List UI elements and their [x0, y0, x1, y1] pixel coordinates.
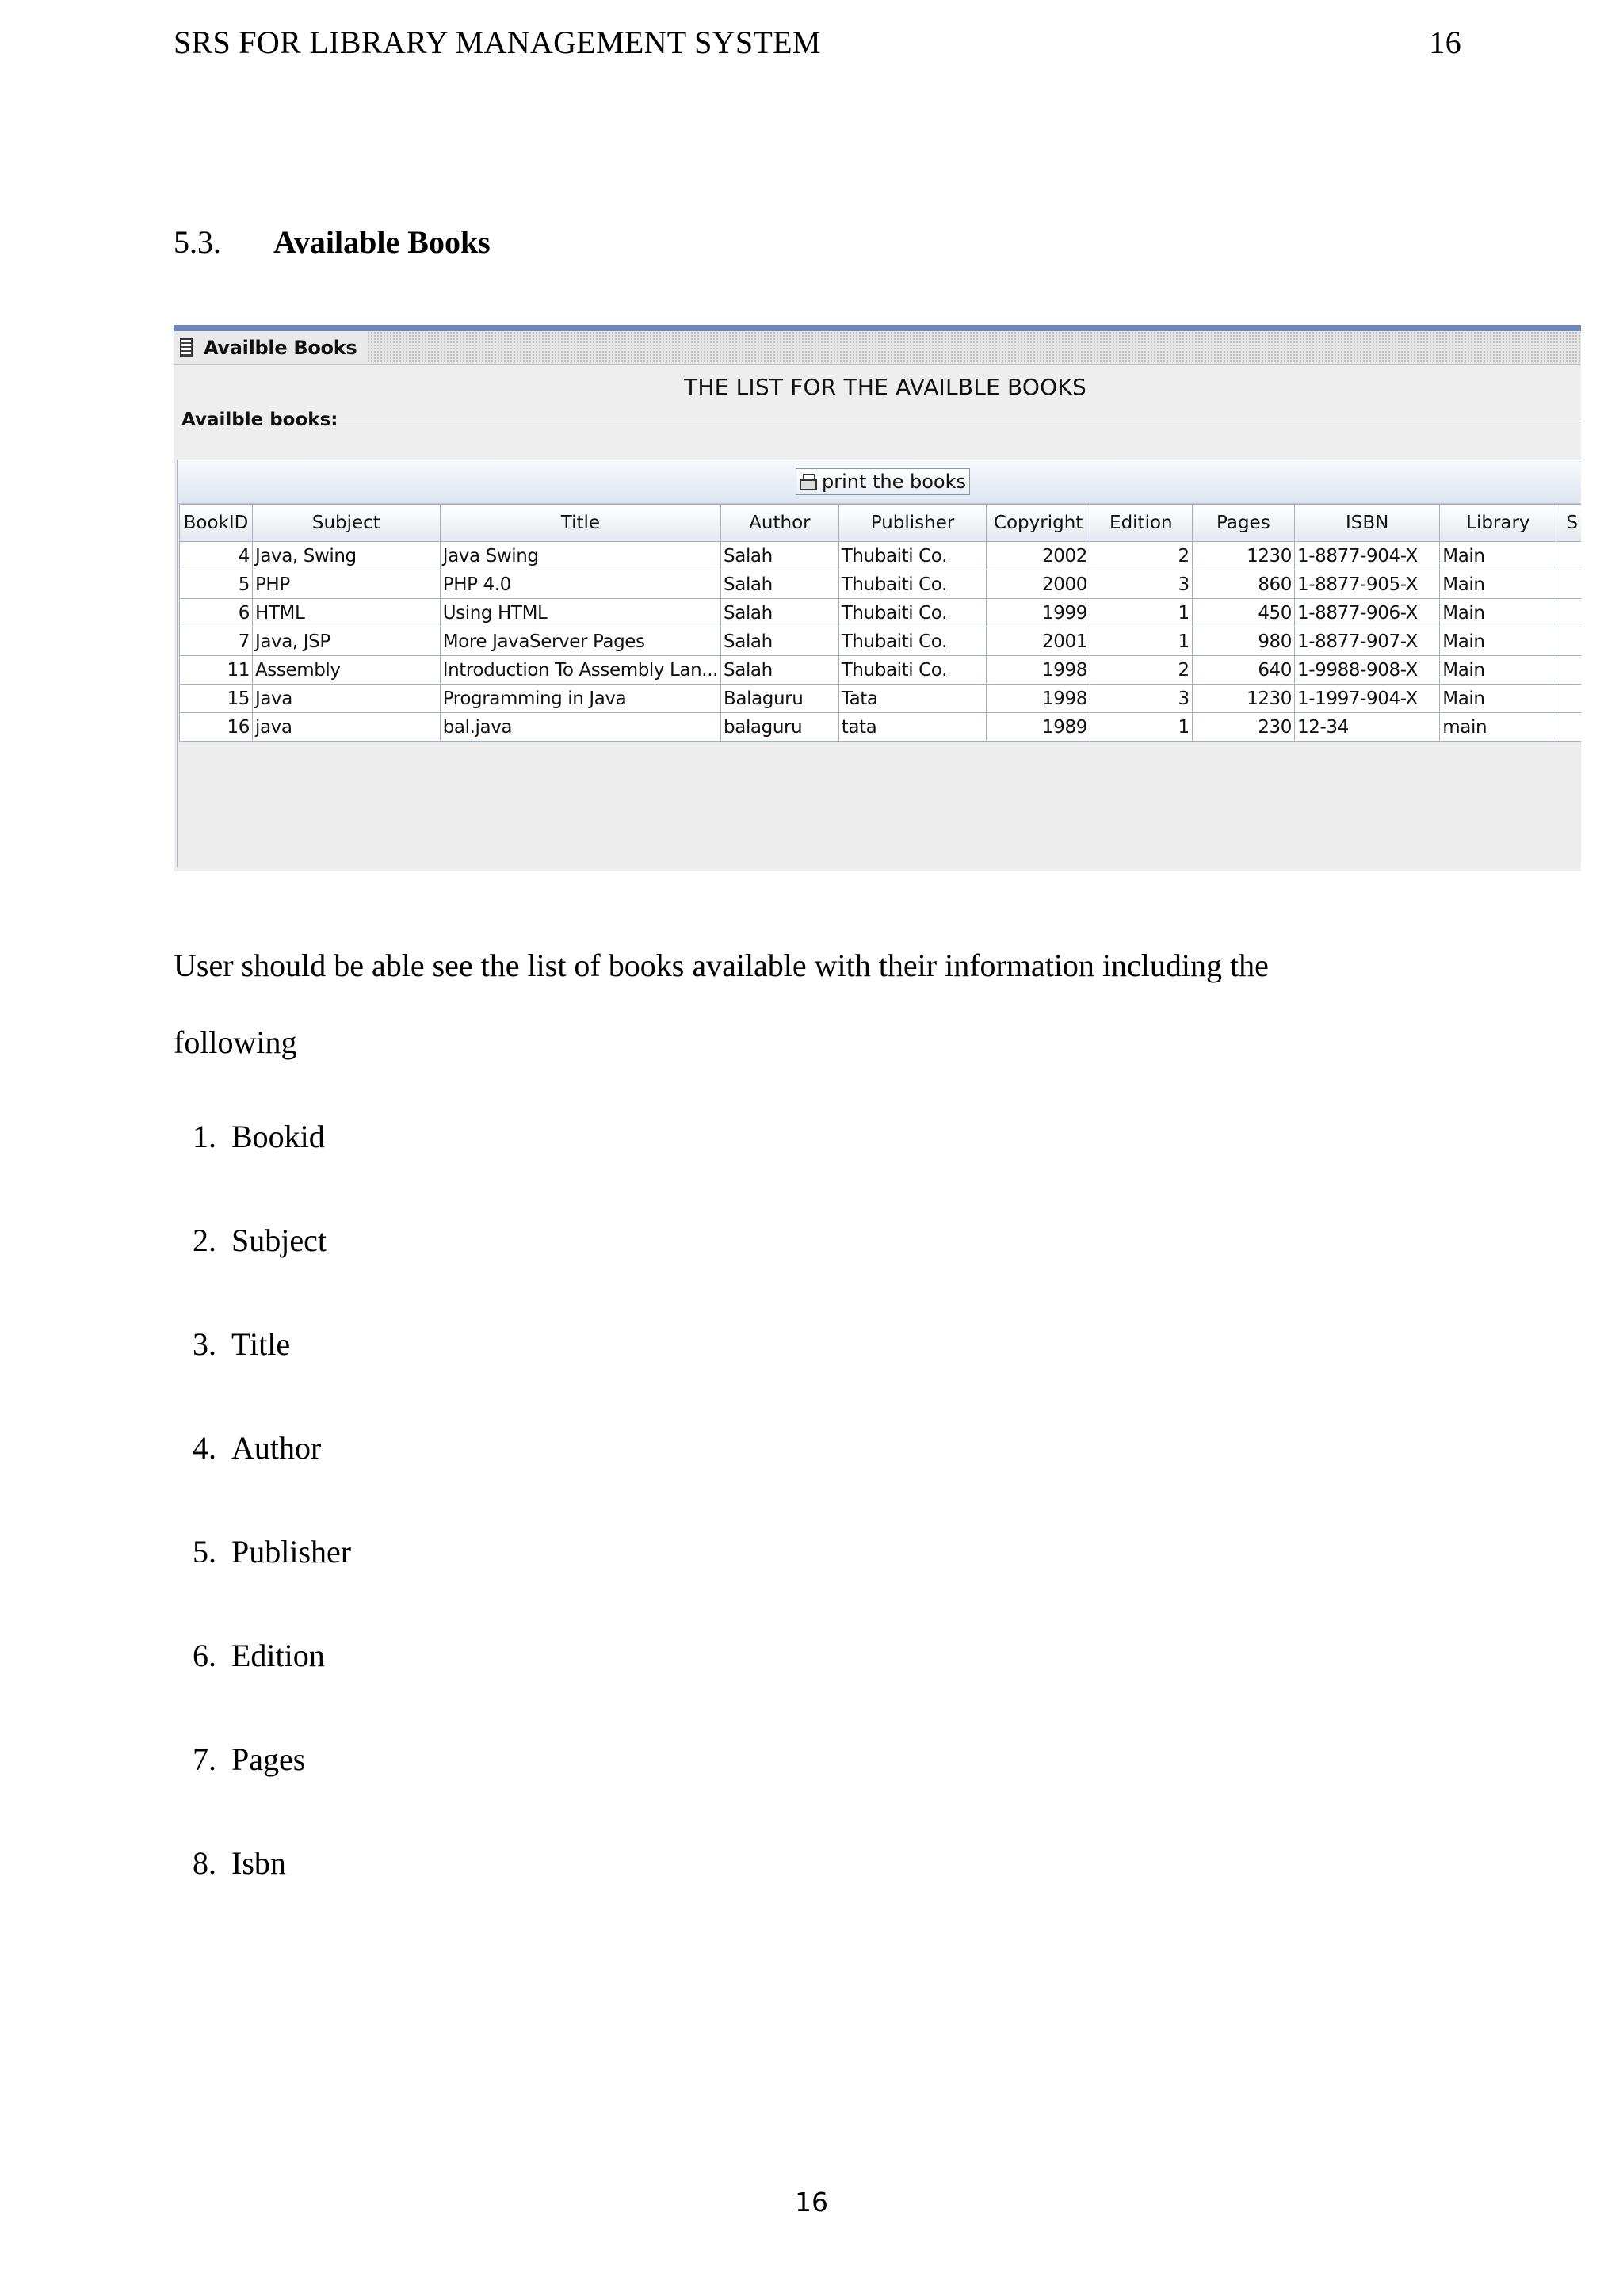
table-cell	[1556, 542, 1581, 570]
column-header[interactable]: Publisher	[838, 505, 987, 542]
document-icon	[180, 338, 193, 357]
table-cell: 450	[1192, 599, 1294, 627]
table-cell: 4	[180, 542, 253, 570]
header-page-number: 16	[1429, 25, 1461, 60]
list-item-label: Bookid	[231, 1119, 325, 1154]
available-books-window	[174, 325, 1581, 871]
table-cell: 7	[180, 627, 253, 656]
table-cell: Using HTML	[440, 599, 720, 627]
table-cell: 1-1997-904-X	[1295, 685, 1440, 713]
list-item-label: Edition	[231, 1638, 325, 1673]
print-books-button[interactable]	[796, 468, 970, 495]
table-cell: 860	[1192, 570, 1294, 599]
table-cell	[1556, 713, 1581, 742]
books-panel	[177, 460, 1581, 867]
table-cell: 1998	[987, 685, 1090, 713]
table-cell: 2001	[987, 627, 1090, 656]
table-cell: Main	[1440, 656, 1556, 685]
table-row[interactable]	[180, 713, 1582, 742]
list-item	[174, 1209, 351, 1313]
books-table	[179, 504, 1581, 742]
list-item-number: 5.	[193, 1534, 216, 1569]
table-cell: Salah	[721, 599, 839, 627]
column-header[interactable]: Edition	[1090, 505, 1192, 542]
list-item-number: 1.	[193, 1119, 216, 1154]
table-cell: HTML	[252, 599, 440, 627]
table-row[interactable]	[180, 627, 1582, 656]
table-cell: Salah	[721, 570, 839, 599]
table-empty-area	[178, 742, 1581, 868]
table-cell: 16	[180, 713, 253, 742]
print-button-label: print the books	[821, 471, 967, 493]
table-cell: 1230	[1192, 685, 1294, 713]
list-item-label: Title	[231, 1326, 291, 1362]
table-cell	[1556, 570, 1581, 599]
section-title: Available Books	[273, 224, 491, 260]
table-cell: 3	[1090, 685, 1192, 713]
description-line-1: User should be able see the list of books available with their information including the	[174, 948, 1269, 983]
table-row[interactable]	[180, 542, 1582, 570]
table-cell: Thubaiti Co.	[838, 656, 987, 685]
table-cell: 1-8877-905-X	[1295, 570, 1440, 599]
table-cell: 3	[1090, 570, 1192, 599]
table-cell: Main	[1440, 599, 1556, 627]
table-cell: PHP	[252, 570, 440, 599]
list-item	[174, 1624, 351, 1728]
window-title: Availble Books	[204, 337, 357, 359]
table-cell: 1	[1090, 627, 1192, 656]
column-header[interactable]: Pages	[1192, 505, 1294, 542]
list-item	[174, 1728, 351, 1832]
column-header[interactable]: Copyright	[987, 505, 1090, 542]
table-cell	[1556, 656, 1581, 685]
window-titlebar[interactable]	[174, 331, 1581, 365]
window-top-border	[174, 325, 1581, 331]
table-cell: Salah	[721, 656, 839, 685]
table-row[interactable]	[180, 570, 1582, 599]
list-item-number: 6.	[193, 1638, 216, 1673]
table-cell: 11	[180, 656, 253, 685]
list-item	[174, 1832, 351, 1936]
table-cell: 1-8877-904-X	[1295, 542, 1440, 570]
table-cell: Assembly	[252, 656, 440, 685]
table-cell: tata	[838, 713, 987, 742]
table-cell: 5	[180, 570, 253, 599]
page-header	[174, 22, 1461, 63]
document-title: SRS FOR LIBRARY MANAGEMENT SYSTEM	[174, 25, 821, 60]
table-row[interactable]	[180, 656, 1582, 685]
section-number: 5.3.	[174, 224, 221, 260]
description	[174, 927, 1521, 1081]
column-header[interactable]: Subject	[252, 505, 440, 542]
table-cell: 1989	[987, 713, 1090, 742]
field-list	[174, 1105, 351, 1936]
table-cell	[1556, 685, 1581, 713]
table-cell	[1556, 599, 1581, 627]
table-cell: balaguru	[721, 713, 839, 742]
column-header[interactable]: Library	[1440, 505, 1556, 542]
table-row[interactable]	[180, 685, 1582, 713]
table-cell: 230	[1192, 713, 1294, 742]
table-cell: Programming in Java	[440, 685, 720, 713]
table-cell: 1-9988-908-X	[1295, 656, 1440, 685]
footer-page-number: 16	[795, 2187, 828, 2218]
table-cell: 1998	[987, 656, 1090, 685]
column-header[interactable]: S	[1556, 505, 1581, 542]
table-cell: Main	[1440, 627, 1556, 656]
list-item-label: Publisher	[231, 1534, 352, 1569]
description-line-2: following	[174, 1024, 297, 1060]
table-cell: Thubaiti Co.	[838, 599, 987, 627]
table-cell: 2000	[987, 570, 1090, 599]
table-cell: Main	[1440, 570, 1556, 599]
section-heading	[174, 222, 491, 263]
table-cell: 1	[1090, 599, 1192, 627]
printer-icon	[800, 474, 817, 490]
table-cell: Balaguru	[721, 685, 839, 713]
table-cell: main	[1440, 713, 1556, 742]
table-cell: PHP 4.0	[440, 570, 720, 599]
table-cell: Thubaiti Co.	[838, 627, 987, 656]
table-cell: 1999	[987, 599, 1090, 627]
list-item-number: 4.	[193, 1430, 216, 1466]
table-cell: 2	[1090, 656, 1192, 685]
table-cell: 2	[1090, 542, 1192, 570]
column-header[interactable]: BookID	[180, 505, 253, 542]
table-cell: 12-34	[1295, 713, 1440, 742]
list-item-number: 8.	[193, 1845, 216, 1881]
table-cell: Introduction To Assembly Lan...	[440, 656, 720, 685]
column-header[interactable]: Author	[721, 505, 839, 542]
table-cell: java	[252, 713, 440, 742]
table-cell: 640	[1192, 656, 1294, 685]
table-cell: Thubaiti Co.	[838, 542, 987, 570]
table-cell: 1-8877-906-X	[1295, 599, 1440, 627]
list-item-label: Subject	[231, 1222, 327, 1258]
list-item	[174, 1105, 351, 1209]
table-cell: 15	[180, 685, 253, 713]
list-item-label: Author	[231, 1430, 322, 1466]
list-heading: THE LIST FOR THE AVAILBLE BOOKS	[684, 374, 1086, 400]
toolbar	[178, 460, 1581, 504]
table-cell: More JavaServer Pages	[440, 627, 720, 656]
column-header[interactable]: Title	[440, 505, 720, 542]
table-cell: Java, JSP	[252, 627, 440, 656]
table-cell: 6	[180, 599, 253, 627]
table-cell: 1-8877-907-X	[1295, 627, 1440, 656]
table-cell: Salah	[721, 627, 839, 656]
table-cell: Salah	[721, 542, 839, 570]
table-cell: 2002	[987, 542, 1090, 570]
table-cell: Main	[1440, 685, 1556, 713]
list-item-number: 3.	[193, 1326, 216, 1362]
table-cell: Thubaiti Co.	[838, 570, 987, 599]
table-header-row	[180, 505, 1582, 542]
column-header[interactable]: ISBN	[1295, 505, 1440, 542]
table-cell: Tata	[838, 685, 987, 713]
table-cell: Java, Swing	[252, 542, 440, 570]
list-item	[174, 1520, 351, 1624]
table-cell	[1556, 627, 1581, 656]
table-cell: Java	[252, 685, 440, 713]
table-cell: 980	[1192, 627, 1294, 656]
table-cell: Java Swing	[440, 542, 720, 570]
table-row[interactable]	[180, 599, 1582, 627]
group-label: Availble books:	[174, 410, 1581, 433]
table-cell: 1230	[1192, 542, 1294, 570]
list-item-label: Isbn	[231, 1845, 286, 1881]
table-cell: bal.java	[440, 713, 720, 742]
list-item	[174, 1417, 351, 1520]
table-cell: 1	[1090, 713, 1192, 742]
list-item	[174, 1313, 351, 1417]
list-item-label: Pages	[231, 1741, 306, 1777]
table-cell: Main	[1440, 542, 1556, 570]
list-item-number: 2.	[193, 1222, 216, 1258]
list-item-number: 7.	[193, 1741, 216, 1777]
